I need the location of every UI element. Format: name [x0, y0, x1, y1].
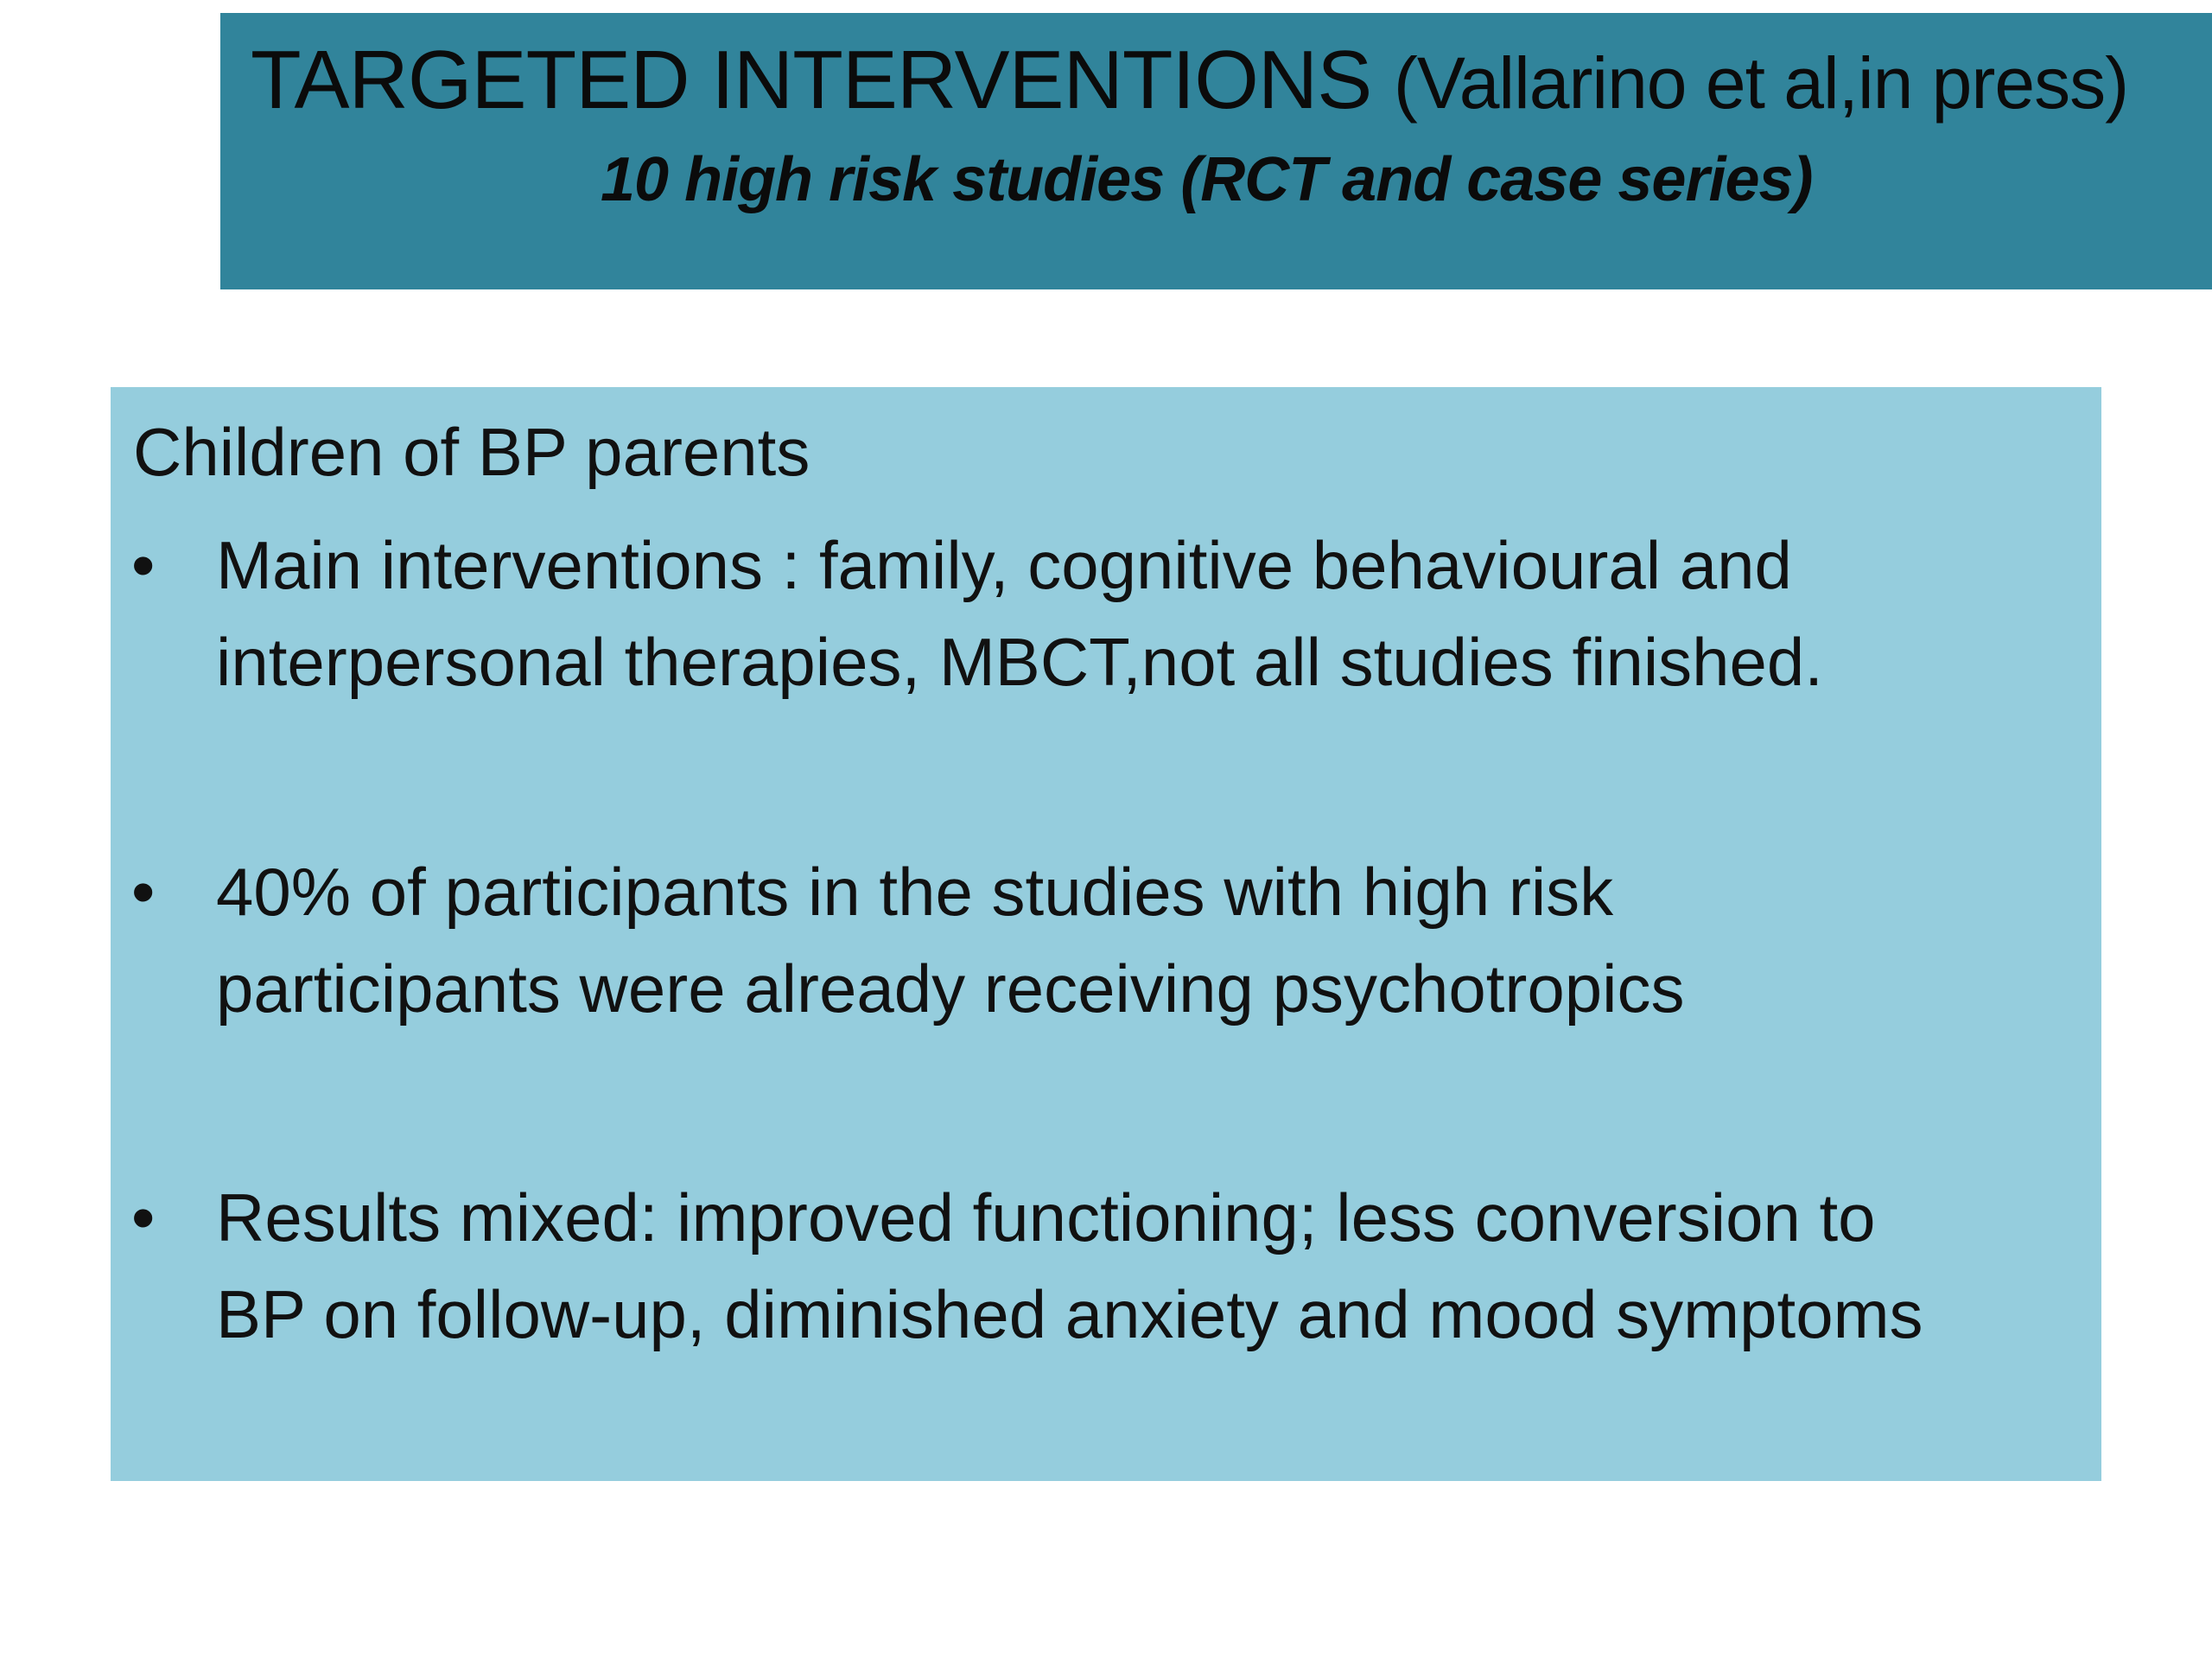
bullet-marker: • — [131, 527, 156, 603]
bullet-marker: • — [131, 854, 156, 930]
slide-title-citation: (Vallarino et al,in press) — [1393, 42, 2129, 124]
slide-title-text: TARGETED INTERVENTIONS — [251, 34, 1372, 126]
bullet-text: 40% of participants in the studies with high risk participants were already receiving psychotropics — [216, 854, 1685, 1027]
content-lead: Children of BP parents — [133, 414, 810, 490]
slide-title — [251, 29, 2128, 135]
bullet-marker: • — [131, 1179, 156, 1255]
bullet-text: Results mixed: improved functioning; less conversion to BP on follow-up, diminished anxiety and mood symptoms — [216, 1179, 1923, 1352]
bullet-text: Main interventions : family, cognitive behavioural and interpersonal therapies, MBCT,not all studies finished. — [216, 527, 1823, 700]
slide-title-banner — [220, 13, 2212, 289]
content-panel — [111, 387, 2101, 1481]
slide-subtitle: 10 high risk studies (RCT and case series) — [601, 145, 1813, 214]
